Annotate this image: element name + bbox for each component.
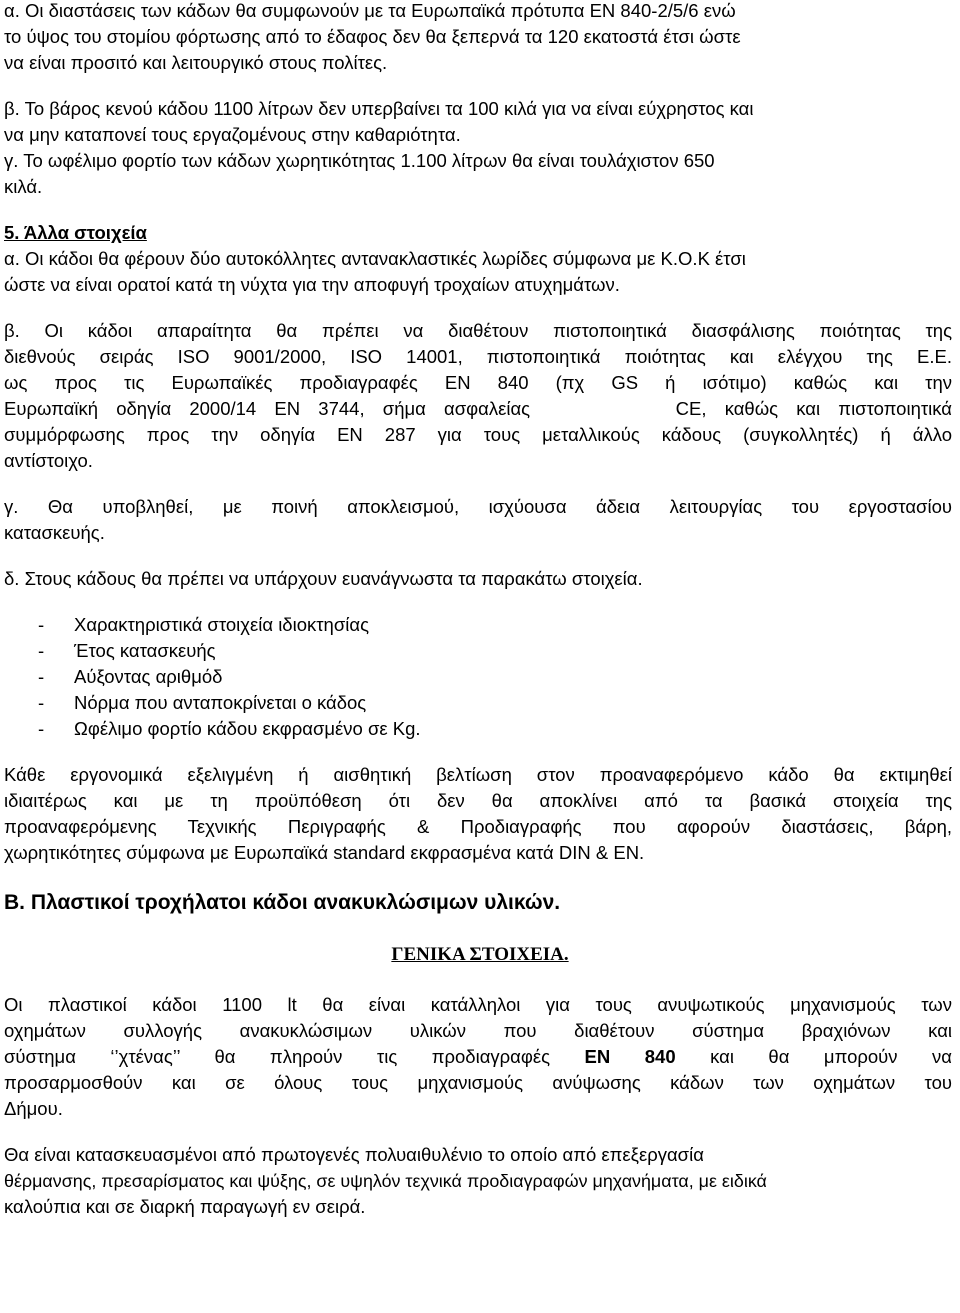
other-item-b-line-6: αντίστοιχο. [4, 450, 93, 471]
list-item [38, 640, 216, 662]
list-item-text: Χαρακτηριστικά στοιχεία ιδιοκτησίας [74, 614, 369, 635]
list-item-text: Αύξοντας αριθμόδ [74, 666, 223, 687]
dimensions-line-3: να είναι προσιτό και λειτουργικό στους πολίτες. [4, 52, 388, 73]
other-item-c-line-2: κατασκευής. [4, 522, 105, 543]
list-item [38, 718, 421, 740]
other-item-d-line-1: δ. Στους κάδους θα πρέπει να υπάρχουν ευανάγνωστα τα παρακάτω στοιχεία. [4, 568, 643, 589]
dimensions-line-2: το ύψος του στομίου φόρτωσης από το έδαφος δεν θα ξεπερνά τα 120 εκατοστά έτσι ώστε [4, 26, 741, 47]
other-item-c-line-1: γ. Θα υποβληθεί, με ποινή αποκλεισμού, ισχύουσα άδεια λειτουργίας του εργοστασίου [4, 496, 952, 517]
p1-line-3-post: και θα μπορούν να [710, 1046, 952, 1067]
p1-line-3-pre: σύστημα ‘’χτένας’’ θα πληρούν τις προδιαγραφές [4, 1046, 551, 1067]
weight-line-2: να μην καταπονεί τους εργαζομένους στην καθαριότητα. [4, 124, 461, 145]
other-item-b-line-1: β. Οι κάδοι απαραίτητα θα πρέπει να διαθέτουν πιστοποιητικά διασφάλισης ποιότητας της [4, 320, 952, 341]
improvement-line-1: Κάθε εργονομικά εξελιγμένη ή αισθητική βελτίωση στον προαναφερόμενο κάδο θα εκτιμηθεί [4, 764, 952, 785]
list-item-text: Έτος κατασκευής [74, 640, 216, 661]
improvement-line-4: χωρητικότητες σύμφωνα με Ευρωπαϊκά standard εκφρασμένα κατά DIN & EN. [4, 842, 645, 863]
list-item-text: Ωφέλιμο φορτίο κάδου εκφρασμένο σε Kg. [74, 718, 421, 739]
improvement-line-3: προαναφερόμενης Τεχνικής Περιγραφής & Προδιαγραφής που αφορούν διαστάσεις, βάρη, [4, 816, 952, 837]
section-b-p1-line-3 [4, 1046, 952, 1068]
load-line-1: γ. Το ωφέλιμο φορτίο των κάδων χωρητικότητας 1.100 λίτρων θα είναι τουλάχιστον 650 [4, 150, 715, 171]
list-item [38, 692, 366, 714]
bullet-dash: - [38, 614, 45, 635]
section-b-p2-line-1: Θα είναι κατασκευασμένοι από πρωτογενές πολυαιθυλένιο το οποίο από επεξεργασία [4, 1144, 704, 1165]
section-b-p1-line-1: Οι πλαστικοί κάδοι 1100 lt θα είναι κατάλληλοι για τους ανυψωτικούς μηχανισμούς των [4, 994, 952, 1015]
bullet-dash: - [38, 666, 45, 687]
section-b-title: Β. Πλαστικοί τροχήλατοι κάδοι ανακυκλώσιμων υλικών. [4, 891, 561, 914]
bullet-dash: - [38, 640, 45, 661]
bullet-dash: - [38, 718, 45, 739]
other-item-b-line-2: διεθνούς σειράς ISO 9001/2000, ISO 14001, πιστοποιητικά ποιότητας και ελέγχου της Ε.Ε. [4, 346, 952, 367]
load-line-2: κιλά. [4, 176, 43, 197]
other-item-a-line-2: ώστε να είναι ορατοί κατά τη νύχτα για την αποφυγή τροχαίων ατυχημάτων. [4, 274, 620, 295]
dimensions-line-1: α. Οι διαστάσεις των κάδων θα συμφωνούν με τα Ευρωπαϊκά πρότυπα ΕΝ 840-2/5/6 ενώ [4, 0, 736, 21]
list-item-text: Νόρμα που ανταποκρίνεται ο κάδος [74, 692, 367, 713]
list-item [38, 614, 369, 636]
en840-bold: ΕΝ 840 [584, 1046, 676, 1067]
list-item [38, 666, 222, 688]
other-item-a-line-1: α. Οι κάδοι θα φέρουν δύο αυτοκόλλητες αντανακλαστικές λωρίδες σύμφωνα με Κ.Ο.Κ έτσι [4, 248, 746, 269]
general-info-subtitle: ΓΕΝΙΚΑ ΣΤΟΙΧΕΙΑ. [391, 944, 569, 965]
section-b-p1-line-2: οχημάτων συλλογής ανακυκλώσιμων υλικών που διαθέτουν σύστημα βραχιόνων και [4, 1020, 952, 1041]
weight-line-1: β. Το βάρος κενού κάδου 1100 λίτρων δεν υπερβαίνει τα 100 κιλά για να είναι εύχρηστος και [4, 98, 754, 119]
section-b-p2-line-2: θέρμανσης, πρεσαρίσματος και ψύξης, σε υψηλόν τεχνικά προδιαγραφών μηχανήματα, με ειδικά [4, 1171, 767, 1191]
other-item-b-line-3: ως προς τις Ευρωπαϊκές προδιαγραφές ΕΝ 840 (πχ GS ή ισότιμο) καθώς και την [4, 372, 952, 393]
other-item-b-line-4: Ευρωπαϊκή οδηγία 2000/14 ΕΝ 3744, σήμα ασφαλείας CE, καθώς και πιστοποιητικά [4, 398, 952, 419]
improvement-line-2: ιδιαιτέρως και με τη προϋπόθεση ότι δεν θα αποκλίνει από τα βασικά στοιχεία της [4, 790, 952, 811]
section-b-p2-line-3: καλούπια και σε διαρκή παραγωγή εν σειρά. [4, 1196, 366, 1217]
bullet-dash: - [38, 692, 45, 713]
section-b-p1-line-4: προσαρμοσθούν και σε όλους τους μηχανισμούς ανύψωσης κάδων των οχημάτων του [4, 1072, 952, 1093]
other-item-b-line-5: συμμόρφωσης προς την οδηγία ΕΝ 287 για τους μεταλλικούς κάδους (συγκολλητές) ή άλλο [4, 424, 952, 445]
section-b-p1-line-5: Δήμου. [4, 1098, 63, 1119]
other-elements-heading: 5. Άλλα στοιχεία [4, 222, 147, 243]
